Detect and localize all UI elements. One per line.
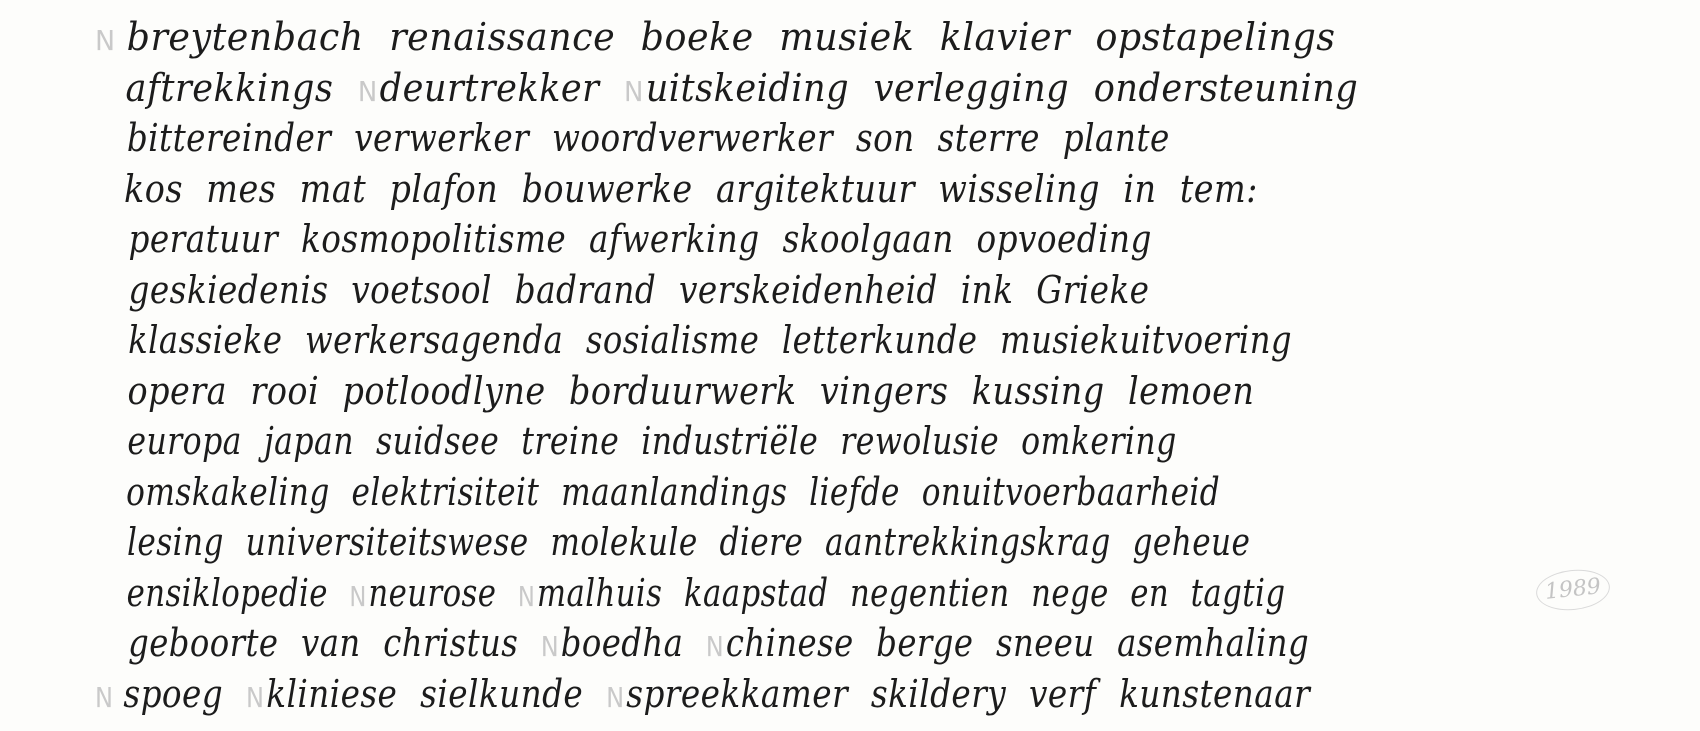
manuscript-line <box>95 265 1359 316</box>
manuscript-line <box>95 164 1389 215</box>
manuscript-line <box>95 214 1359 265</box>
line-text: bittereinder verwerker woordverwerker son sterre plante <box>126 116 1170 160</box>
line-text: geboorte van christus <box>128 621 519 665</box>
line-text: chinese berge sneeu asemhaling <box>725 621 1310 665</box>
line-text: europa japan suidsee treine industriële rewolusie omkering <box>127 419 1177 463</box>
manuscript-line <box>95 113 1359 164</box>
margin-marker: N <box>246 680 265 714</box>
line-text: kliniese sielkunde <box>266 671 584 716</box>
manuscript-line <box>95 618 1345 669</box>
margin-marker: N <box>606 680 625 714</box>
manuscript-line <box>95 366 1389 417</box>
manuscript-line <box>95 12 1506 63</box>
margin-marker: N <box>623 74 644 108</box>
manuscript-line <box>95 467 1300 518</box>
manuscript-line <box>95 669 1359 720</box>
line-text: malhuis kaapstad negentien nege en tagtig <box>536 570 1286 615</box>
year-note: 1989 <box>1534 566 1612 614</box>
manuscript-line <box>95 568 1286 619</box>
margin-marker: N <box>540 630 560 663</box>
line-text: klassieke werkersagenda sosialisme letterkunde musiekuitvoering <box>128 318 1293 362</box>
manuscript-line <box>95 315 1345 366</box>
line-text: lesing universiteitswese molekule diere aantrekkingskrag geheue <box>126 520 1251 564</box>
line-text: peratuur kosmopolitisme afwerking skoolgaan opvoeding <box>128 217 1152 261</box>
manuscript-line <box>95 416 1315 467</box>
line-text: aftrekkings <box>125 65 334 110</box>
manuscript-line <box>95 63 1455 114</box>
line-text: opera rooi potloodlyne borduurwerk vingers kussing lemoen <box>127 368 1255 413</box>
margin-marker: N <box>95 680 114 714</box>
margin-marker: N <box>349 579 367 613</box>
line-text: deurtrekker <box>379 65 600 110</box>
line-text: neurose <box>368 570 497 615</box>
line-text: spreekkamer skildery verf kunstenaar <box>626 671 1311 716</box>
line-text: omskakeling elektrisiteit maanlandings liefde onuitvoerbaarheid <box>126 469 1221 514</box>
margin-marker: N <box>517 579 536 613</box>
margin-marker: N <box>705 630 725 663</box>
line-text: spoeg <box>123 671 224 716</box>
line-text: ensiklopedie <box>126 570 328 615</box>
line-text: geskiedenis voetsool badrand verskeidenheid ink Grieke <box>128 267 1150 312</box>
margin-marker: N <box>357 74 378 108</box>
line-text: uitskeiding verlegging ondersteuning <box>645 65 1359 110</box>
margin-marker: N <box>95 24 116 57</box>
line-text: kos mes mat plafon bouwerke argitektuur wisseling in tem: <box>124 166 1258 211</box>
manuscript-line <box>95 517 1300 568</box>
handwritten-word-list <box>95 12 1565 719</box>
line-text: breytenbach renaissance boeke musiek klavier opstapelings <box>126 15 1336 59</box>
line-text: boedha <box>560 621 684 665</box>
